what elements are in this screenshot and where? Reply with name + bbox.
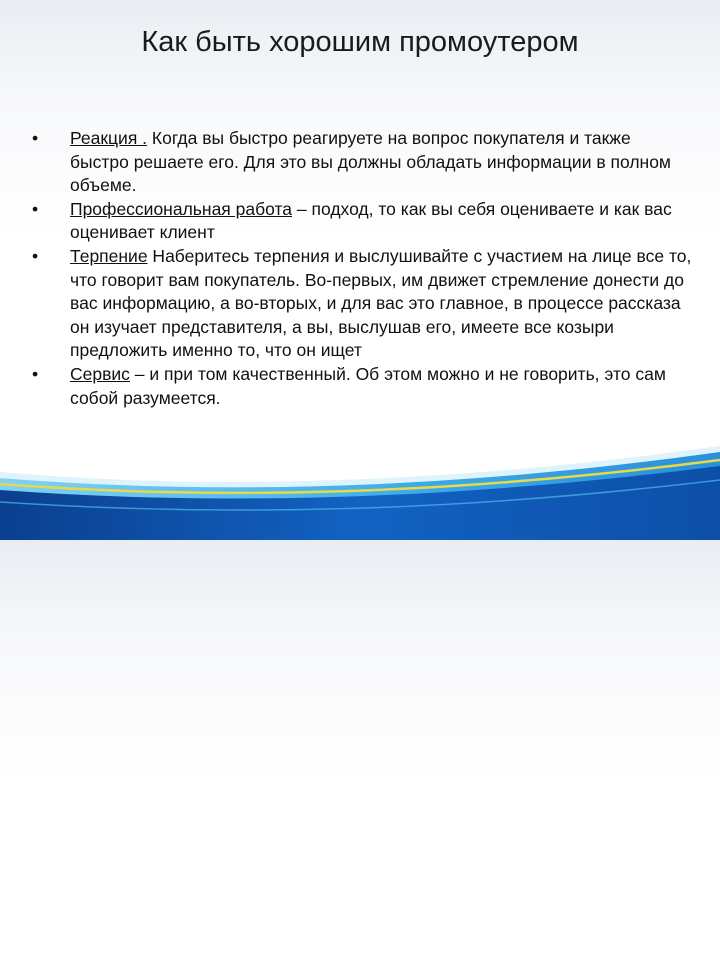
bullet-icon: • [32,128,39,148]
bullet-term: Профессиональная работа [70,198,293,219]
gmc-logo [640,907,716,956]
list-item [32,198,692,245]
bullet-list [32,127,692,410]
list-item [32,363,692,410]
bullet-text: – и при том качественный. Об этом можно и не говорить, это сам собой разумеется. [70,363,666,408]
logo-sub-text: GROUP [660,946,696,953]
bullet-text: Когда вы быстро реагируете на вопрос покупателя и также быстро решаете его. Для это вы должны обладать информации в полном объеме. [70,128,671,196]
bullet-icon: • [32,363,39,384]
bullet-icon: • [32,245,39,266]
footer-wave [0,440,720,953]
bullet-term: Реакция . [70,128,148,148]
bullet-term: Терпение [70,245,148,266]
list-item [32,127,692,198]
bullet-text: Наберитесь терпения и выслушивайте с участием на лице все то, что говорит вам покупатель. Во-первых, им движет стремление донести до вас информацию, а во-вторых, и для вас это главное, в процессе рассказа он изучает представителя, а вы, выслушав его, имеете все козыри предложить именно то, что он ищет [70,245,692,361]
bullet-text: – подход, то как вы себя оцениваете и как вас оценивает клиент [70,198,672,243]
list-item [32,245,692,363]
wave-graphic [0,440,720,540]
bullet-term: Сервис [70,363,130,384]
slide-title: Как быть хорошим промоутером [141,26,579,58]
logo-main-text: gmc [643,907,713,946]
bullet-icon: • [32,198,39,219]
